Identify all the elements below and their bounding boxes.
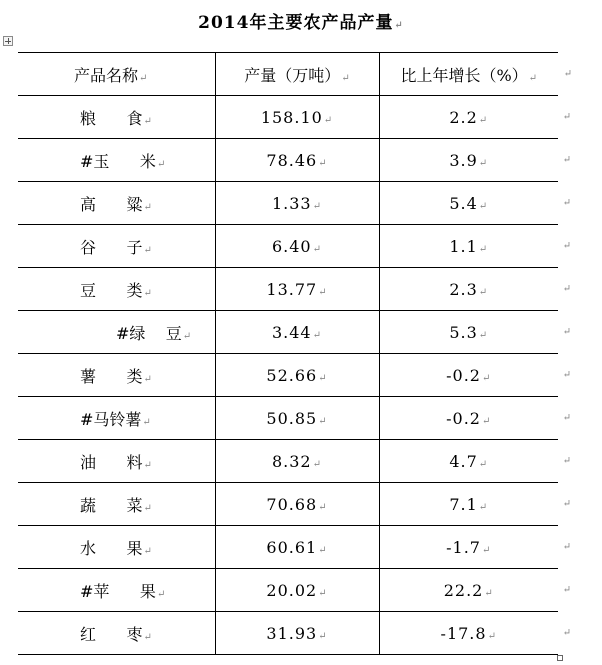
header-output: 产量（万吨）↵ <box>215 53 379 96</box>
output-cell: 158.10↵ <box>215 96 379 139</box>
growth-cell: 2.3↵ ↵ <box>379 268 558 311</box>
table-row <box>18 354 558 397</box>
output-cell: 60.61↵ <box>215 526 379 569</box>
product-name-cell: #马铃薯↵ <box>18 397 215 440</box>
table-row <box>18 526 558 569</box>
growth-cell: -0.2↵ ↵ <box>379 397 558 440</box>
output-cell: 31.93↵ <box>215 612 379 655</box>
growth-cell: -0.2↵ ↵ <box>379 354 558 397</box>
output-cell: 3.44↵ <box>215 311 379 354</box>
table-row <box>18 483 558 526</box>
product-name-cell: 水 果↵ <box>18 526 215 569</box>
output-cell: 70.68↵ <box>215 483 379 526</box>
growth-cell: -1.7↵ ↵ <box>379 526 558 569</box>
table-row <box>18 397 558 440</box>
table-row <box>18 311 558 354</box>
table-resize-handle[interactable] <box>557 655 563 661</box>
growth-cell: 7.1↵ ↵ <box>379 483 558 526</box>
production-table <box>18 52 572 655</box>
output-cell: 78.46↵ <box>215 139 379 182</box>
growth-cell: 1.1↵ ↵ <box>379 225 558 268</box>
product-name-cell: 高 粱↵ <box>18 182 215 225</box>
table-row <box>18 440 558 483</box>
header-product-name: 产品名称↵ <box>18 53 215 96</box>
product-name-cell: 红 枣↵ <box>18 612 215 655</box>
table-row <box>18 569 558 612</box>
product-name-cell: #苹 果↵ <box>18 569 215 612</box>
output-cell: 1.33↵ <box>215 182 379 225</box>
growth-cell: 3.9↵ ↵ <box>379 139 558 182</box>
table-row <box>18 225 558 268</box>
paragraph-mark: ↵ <box>394 20 404 31</box>
output-cell: 52.66↵ <box>215 354 379 397</box>
output-cell: 8.32↵ <box>215 440 379 483</box>
output-cell: 13.77↵ <box>215 268 379 311</box>
product-name-cell: 豆 类↵ <box>18 268 215 311</box>
table-row <box>18 268 558 311</box>
output-cell: 20.02↵ <box>215 569 379 612</box>
table-row <box>18 182 558 225</box>
product-name-cell: 粮 食↵ <box>18 96 215 139</box>
product-name-cell: 蔬 菜↵ <box>18 483 215 526</box>
product-name-cell: 薯 类↵ <box>18 354 215 397</box>
header-growth: 比上年增长（%）↵ ↵ <box>379 53 558 96</box>
product-name-cell: #玉 米↵ <box>18 139 215 182</box>
growth-cell: 4.7↵ ↵ <box>379 440 558 483</box>
table-move-handle-icon[interactable] <box>3 36 13 46</box>
product-name-cell: #绿 豆↵ <box>18 311 215 354</box>
growth-cell: -17.8↵ ↵ <box>379 612 558 655</box>
growth-cell: 2.2↵ ↵ <box>379 96 558 139</box>
table-header-row <box>18 53 558 96</box>
output-cell: 50.85↵ <box>215 397 379 440</box>
page-title: 2014年主要农产品产量↵ <box>198 13 404 33</box>
product-name-cell: 油 料↵ <box>18 440 215 483</box>
table-row <box>18 96 558 139</box>
growth-cell: 5.4↵ ↵ <box>379 182 558 225</box>
output-cell: 6.40↵ <box>215 225 379 268</box>
table-row <box>18 139 558 182</box>
growth-cell: 22.2↵ ↵ <box>379 569 558 612</box>
table-row <box>18 612 558 655</box>
product-name-cell: 谷 子↵ <box>18 225 215 268</box>
growth-cell: 5.3↵ ↵ <box>379 311 558 354</box>
